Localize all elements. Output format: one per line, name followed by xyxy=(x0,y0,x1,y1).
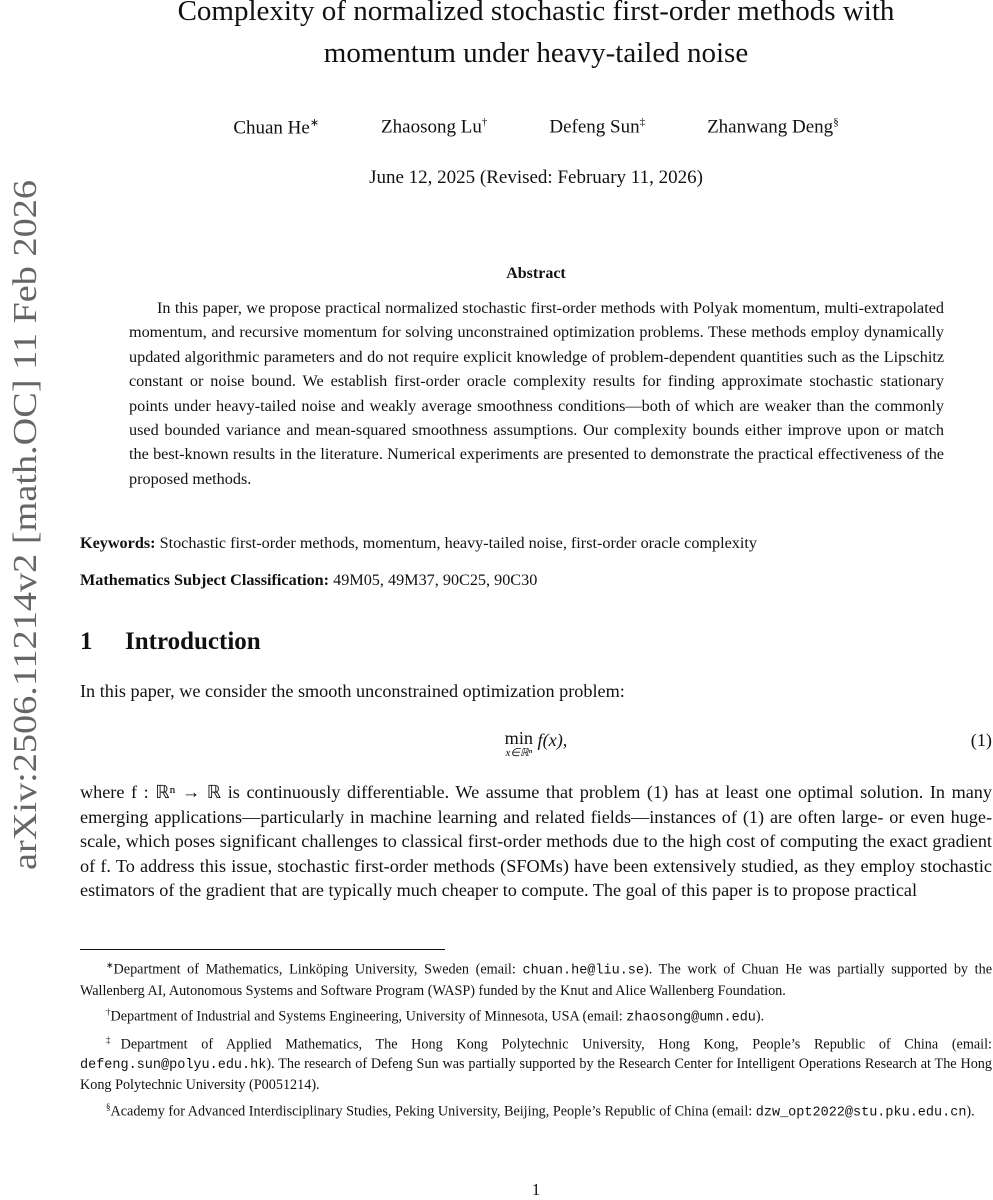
keywords xyxy=(80,534,992,553)
author: Zhaosong Lu† xyxy=(381,116,488,138)
section-number: 1 xyxy=(80,628,93,655)
equation-number: (1) xyxy=(970,730,992,750)
email-link[interactable]: dzw_opt2022@stu.pku.edu.cn xyxy=(755,1105,967,1121)
arxiv-stamp-svg xyxy=(4,175,48,875)
abstract-heading: Abstract xyxy=(506,265,566,282)
intro-paragraph: where f : ℝⁿ → ℝ is continuously differentiable. We assume that problem (1) has at least one optimal solution. In many emerging applications—particularly in machine learning and related fields—instances of (1) are often large- or even huge-scale, which poses significant challenges to classical first-order methods due to the high cost of computing the exact gradient of f. To address this issue, stochastic first-order methods (SFOMs) have been extensively studied, as they employ stochastic estimators of the gradient that are typically much cheaper to compute. The goal of this paper is to propose practical xyxy=(80,782,992,900)
msc-classification xyxy=(80,571,992,590)
equation-1 xyxy=(80,730,992,770)
keywords-label: Keywords: xyxy=(80,534,156,552)
footnote: ∗Department of Mathematics, Linköping University, Sweden (email: chuan.he@liu.se). The work of Chuan He was partially supported by the Wallenberg AI, Autonomous Systems and Software Program (WASP) funded by the Knut and Alice Wallenberg Foundation. xyxy=(80,960,993,999)
footnote: §Academy for Advanced Interdisciplinary Studies, Peking University, Beijing, People’s Republic of China (email: dzw_opt2022@stu.pku.edu.cn). xyxy=(106,1101,975,1121)
author-list xyxy=(80,116,992,139)
page-number: 1 xyxy=(531,1180,541,1199)
author: Defeng Sun‡ xyxy=(549,116,646,138)
keywords-text: Stochastic first-order methods, momentum, heavy-tailed noise, first-order oracle complexity xyxy=(159,534,757,552)
equation-expr: f(x), xyxy=(537,730,568,750)
arxiv-stamp xyxy=(4,175,48,875)
equation-op: min xyxy=(504,728,533,748)
email-link[interactable]: zhaosong@umn.edu xyxy=(626,1011,756,1027)
title-line-1: Complexity of normalized stochastic first-order methods with xyxy=(177,0,895,27)
intro-sentence: In this paper, we consider the smooth unconstrained optimization problem: xyxy=(80,681,625,701)
msc-text: 49M05, 49M37, 90C25, 90C30 xyxy=(333,571,538,589)
footnote: ‡Department of Applied Mathematics, The Hong Kong Polytechnic University, Hong Kong, People’s Republic of China (email: defeng.sun@polyu.edu.hk). The research of Defeng Sun was partially supported by the Research Center for Intelligent Operations Research at The Hong Kong Polytechnic University (P0051214). xyxy=(80,1034,992,1094)
email-link[interactable]: chuan.he@liu.se xyxy=(522,963,645,979)
footnote: †Department of Industrial and Systems Engineering, University of Minnesota, USA (email: zhaosong@umn.edu). xyxy=(106,1007,765,1027)
footnotes xyxy=(80,956,992,1126)
abstract-text: In this paper, we propose practical normalized stochastic first-order methods with Polyak momentum, multi-extrapolated momentum, and recursive momentum for solving unconstrained optimization problems. These methods employ dynamically updated algorithmic parameters and do not require explicit knowledge of problem-dependent quantities such as the Lipschitz constant or noise bound. We establish first-order oracle complexity results for finding approximate stochastic stationary points under heavy-tailed noise and weakly average smoothness conditions—both of which are weaker than the commonly used bounded variance and mean-squared smoothness assumptions. Our complexity bounds either improve upon or match the best-known results in the literature. Numerical experiments are presented to demonstrate the practical effectiveness of the proposed methods. xyxy=(129,299,944,488)
email-link[interactable]: defeng.sun@polyu.edu.hk xyxy=(80,1058,267,1074)
author: Chuan He∗ xyxy=(233,117,320,139)
paper-title xyxy=(80,0,992,74)
equation-subscript: x∈ℝⁿ xyxy=(505,747,533,759)
author: Zhanwang Deng§ xyxy=(707,116,839,138)
equation-min xyxy=(505,730,533,760)
paper-date: June 12, 2025 (Revised: February 11, 2026) xyxy=(369,167,703,188)
msc-label: Mathematics Subject Classification: xyxy=(80,571,330,589)
section-title: Introduction xyxy=(125,628,261,655)
section-heading xyxy=(80,628,261,656)
footnote-rule xyxy=(80,949,445,950)
arxiv-id: arXiv:2506.11214v2 [math.OC] 11 Feb 2026 xyxy=(7,256,44,870)
title-line-2: momentum under heavy-tailed noise xyxy=(323,37,749,69)
